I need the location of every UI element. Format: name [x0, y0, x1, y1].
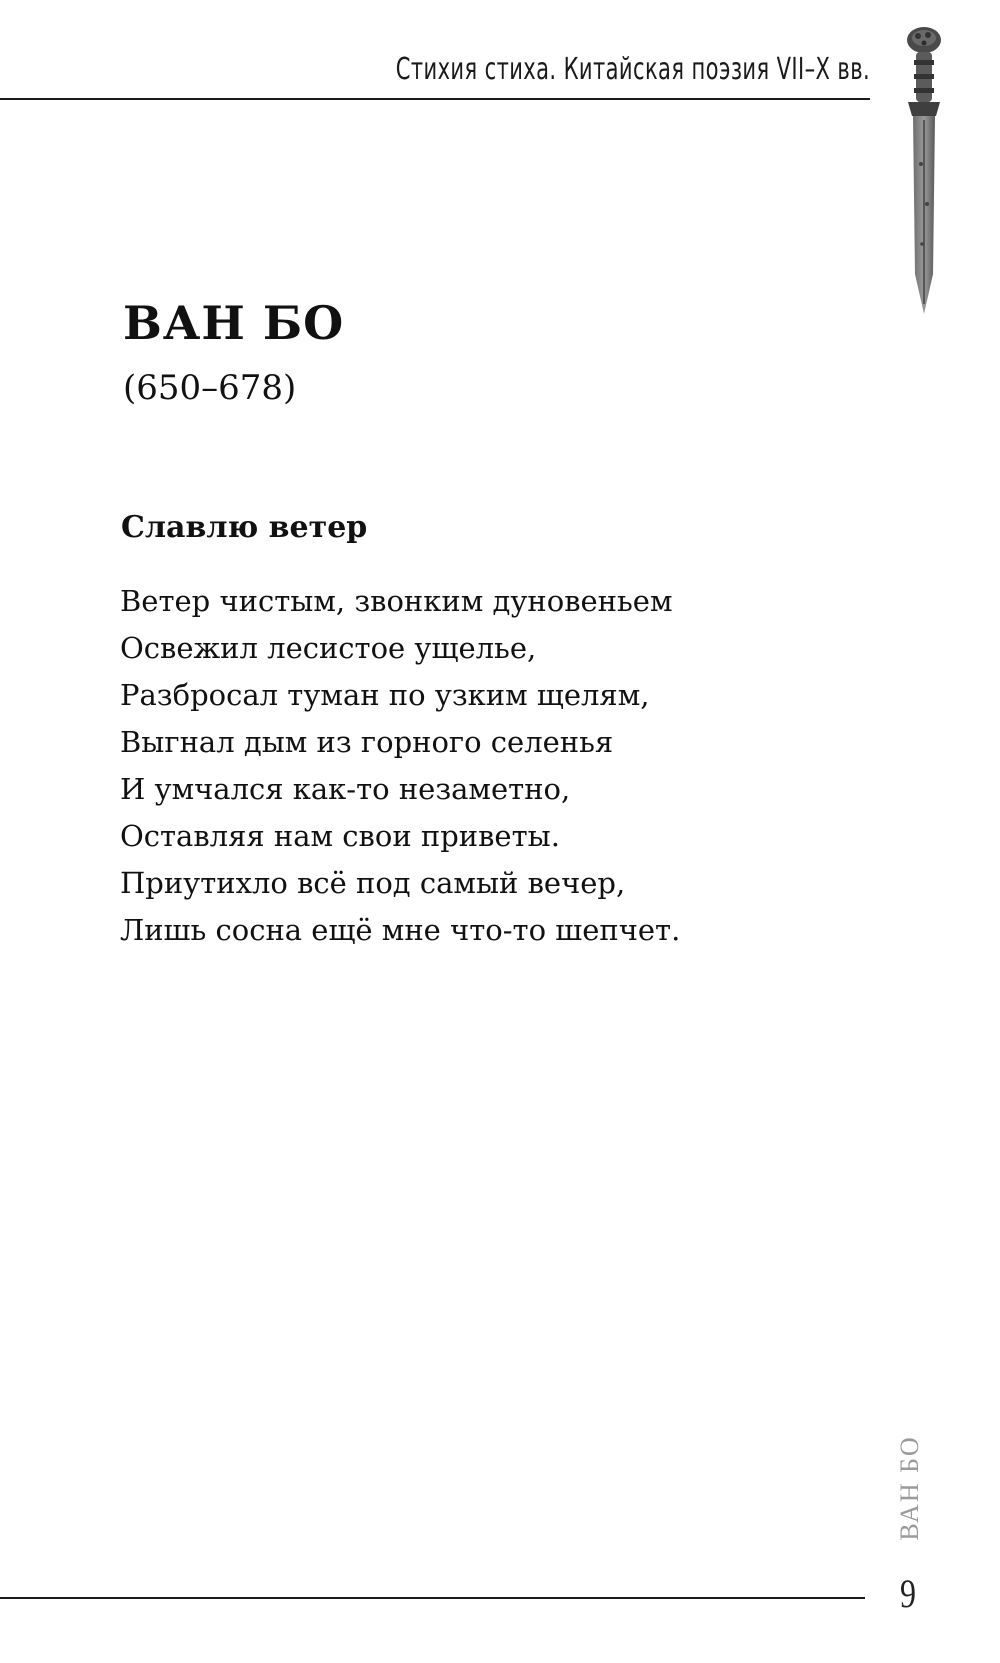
poem-line: Приутихло всё под самый вечер, [120, 866, 626, 900]
poem-line: Ветер чистым, звонким дуновеньем [120, 584, 673, 618]
running-head: Стихия стиха. Китайская поэзия VII–X вв. [395, 52, 870, 87]
dagger-icon [894, 24, 954, 324]
poem-line: Разбросал туман по узким щелям, [120, 678, 650, 712]
header-rule [0, 98, 870, 100]
poem-line: Оставляя нам свои приветы. [120, 819, 560, 853]
poem-lines [120, 578, 680, 954]
page-number: 9 [900, 1571, 916, 1616]
author-name: ВАН БО [123, 296, 345, 350]
poem-line: Освежил лесистое ущелье, [120, 631, 537, 665]
side-running-label: ВАН БО [895, 1435, 924, 1541]
poem-title: Славлю ветер [121, 510, 368, 545]
author-dates: (650–678) [123, 368, 297, 408]
footer-rule [0, 1597, 865, 1599]
poem-line: Лишь сосна ещё мне что-то шепчет. [120, 913, 681, 947]
poem-line: И умчался как-то незаметно, [120, 772, 571, 806]
poem-line: Выгнал дым из горного селенья [120, 725, 614, 759]
